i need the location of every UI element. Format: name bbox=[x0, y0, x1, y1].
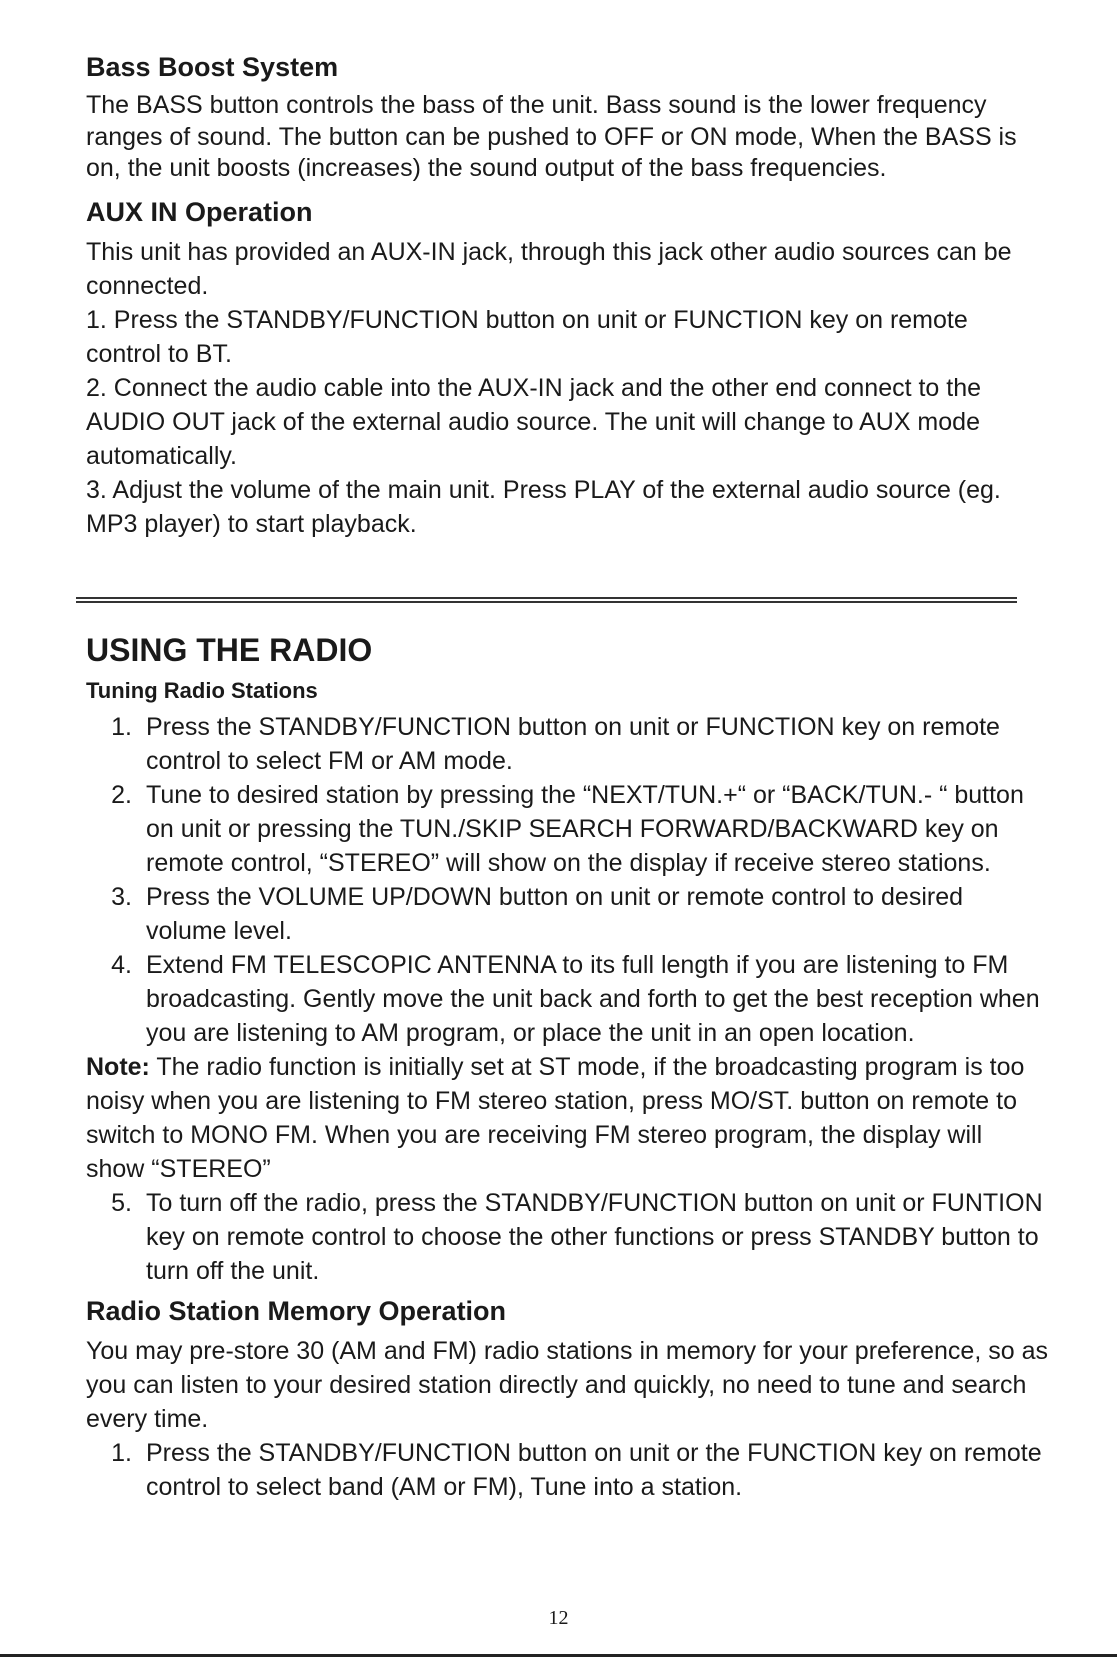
list-item bbox=[86, 1436, 1066, 1504]
step-number: 2. bbox=[111, 781, 132, 809]
aux-in-intro: This unit has provided an AUX-IN jack, through this jack other audio sources can be connected. bbox=[86, 237, 1012, 300]
step-text: Press the VOLUME UP/DOWN button on unit or remote control to desired volume level. bbox=[146, 883, 964, 945]
step-number: 1. bbox=[111, 1439, 132, 1467]
step-text: Tune to desired station by pressing the “NEXT/TUN.+“ or “BACK/TUN.- “ button on unit or pressing the TUN./SKIP SEARCH FORWARD/BACKWARD key on remote control, “STEREO” will show on the display if receive stereo stations. bbox=[146, 781, 1024, 877]
step-text: Press the STANDBY/FUNCTION button on unit or the FUNCTION key on remote control to select band (AM or FM), Tune into a station. bbox=[146, 1439, 1042, 1501]
aux-in-step-1: 1. Press the STANDBY/FUNCTION button on unit or FUNCTION key on remote control to BT. bbox=[86, 305, 968, 368]
list-item bbox=[86, 1186, 1066, 1288]
list-item bbox=[86, 778, 1066, 880]
note-text: The radio function is initially set at ST mode, if the broadcasting program is too noisy when you are listening to FM stereo station, press MO/ST. button on remote to switch to MONO FM. When you are receiving FM stereo program, the display will show “STEREO” bbox=[86, 1053, 1025, 1183]
radio-note bbox=[86, 1050, 1066, 1186]
upper-section bbox=[86, 50, 1046, 541]
step-number: 4. bbox=[111, 951, 132, 979]
step-text: Press the STANDBY/FUNCTION button on unit or FUNCTION key on remote control to select FM or AM mode. bbox=[146, 713, 1000, 775]
using-the-radio-heading: USING THE RADIO bbox=[86, 632, 373, 668]
tuning-radio-stations-heading: Tuning Radio Stations bbox=[86, 678, 318, 703]
bottom-border bbox=[0, 1654, 1117, 1657]
tuning-steps-list-continued bbox=[86, 1186, 1066, 1288]
aux-in-step-2: 2. Connect the audio cable into the AUX-IN jack and the other end connect to the AUDIO OUT jack of the external audio source. The unit will change to AUX mode automatically. bbox=[86, 373, 982, 470]
tuning-steps-list bbox=[86, 710, 1066, 1050]
aux-in-step-3: 3. Adjust the volume of the main unit. Press PLAY of the external audio source (eg. MP3 player) to start playback. bbox=[86, 475, 1001, 538]
radio-section bbox=[86, 630, 1066, 1504]
step-text: To turn off the radio, press the STANDBY/FUNCTION button on unit or FUNTION key on remote control to choose the other functions or press STANDBY button to turn off the unit. bbox=[146, 1189, 1043, 1285]
radio-memory-heading: Radio Station Memory Operation bbox=[86, 1296, 507, 1326]
note-label: Note: bbox=[86, 1053, 150, 1081]
step-text: Extend FM TELESCOPIC ANTENNA to its full length if you are listening to FM broadcasting. Gently move the unit back and forth to get the best reception when you are listening to AM program, or place the unit in an open location. bbox=[146, 951, 1040, 1047]
radio-memory-intro: You may pre-store 30 (AM and FM) radio stations in memory for your preference, so as you can listen to your desired station directly and quickly, no need to tune and search every time. bbox=[86, 1337, 1048, 1433]
step-number: 5. bbox=[111, 1189, 132, 1217]
section-divider bbox=[76, 597, 1017, 603]
aux-in-heading: AUX IN Operation bbox=[86, 196, 313, 227]
page-number: 12 bbox=[548, 1607, 569, 1629]
memory-steps-list bbox=[86, 1436, 1066, 1504]
list-item bbox=[86, 710, 1066, 778]
step-number: 1. bbox=[111, 713, 132, 741]
list-item bbox=[86, 948, 1066, 1050]
step-number: 3. bbox=[111, 883, 132, 911]
bass-boost-body: The BASS button controls the bass of the unit. Bass sound is the lower frequency ranges of sound. The button can be pushed to OFF or ON mode, When the BASS is on, the unit boosts (increases) the sound output of the bass frequencies. bbox=[86, 91, 1017, 182]
list-item bbox=[86, 880, 1066, 948]
bass-boost-heading: Bass Boost System bbox=[86, 52, 339, 82]
